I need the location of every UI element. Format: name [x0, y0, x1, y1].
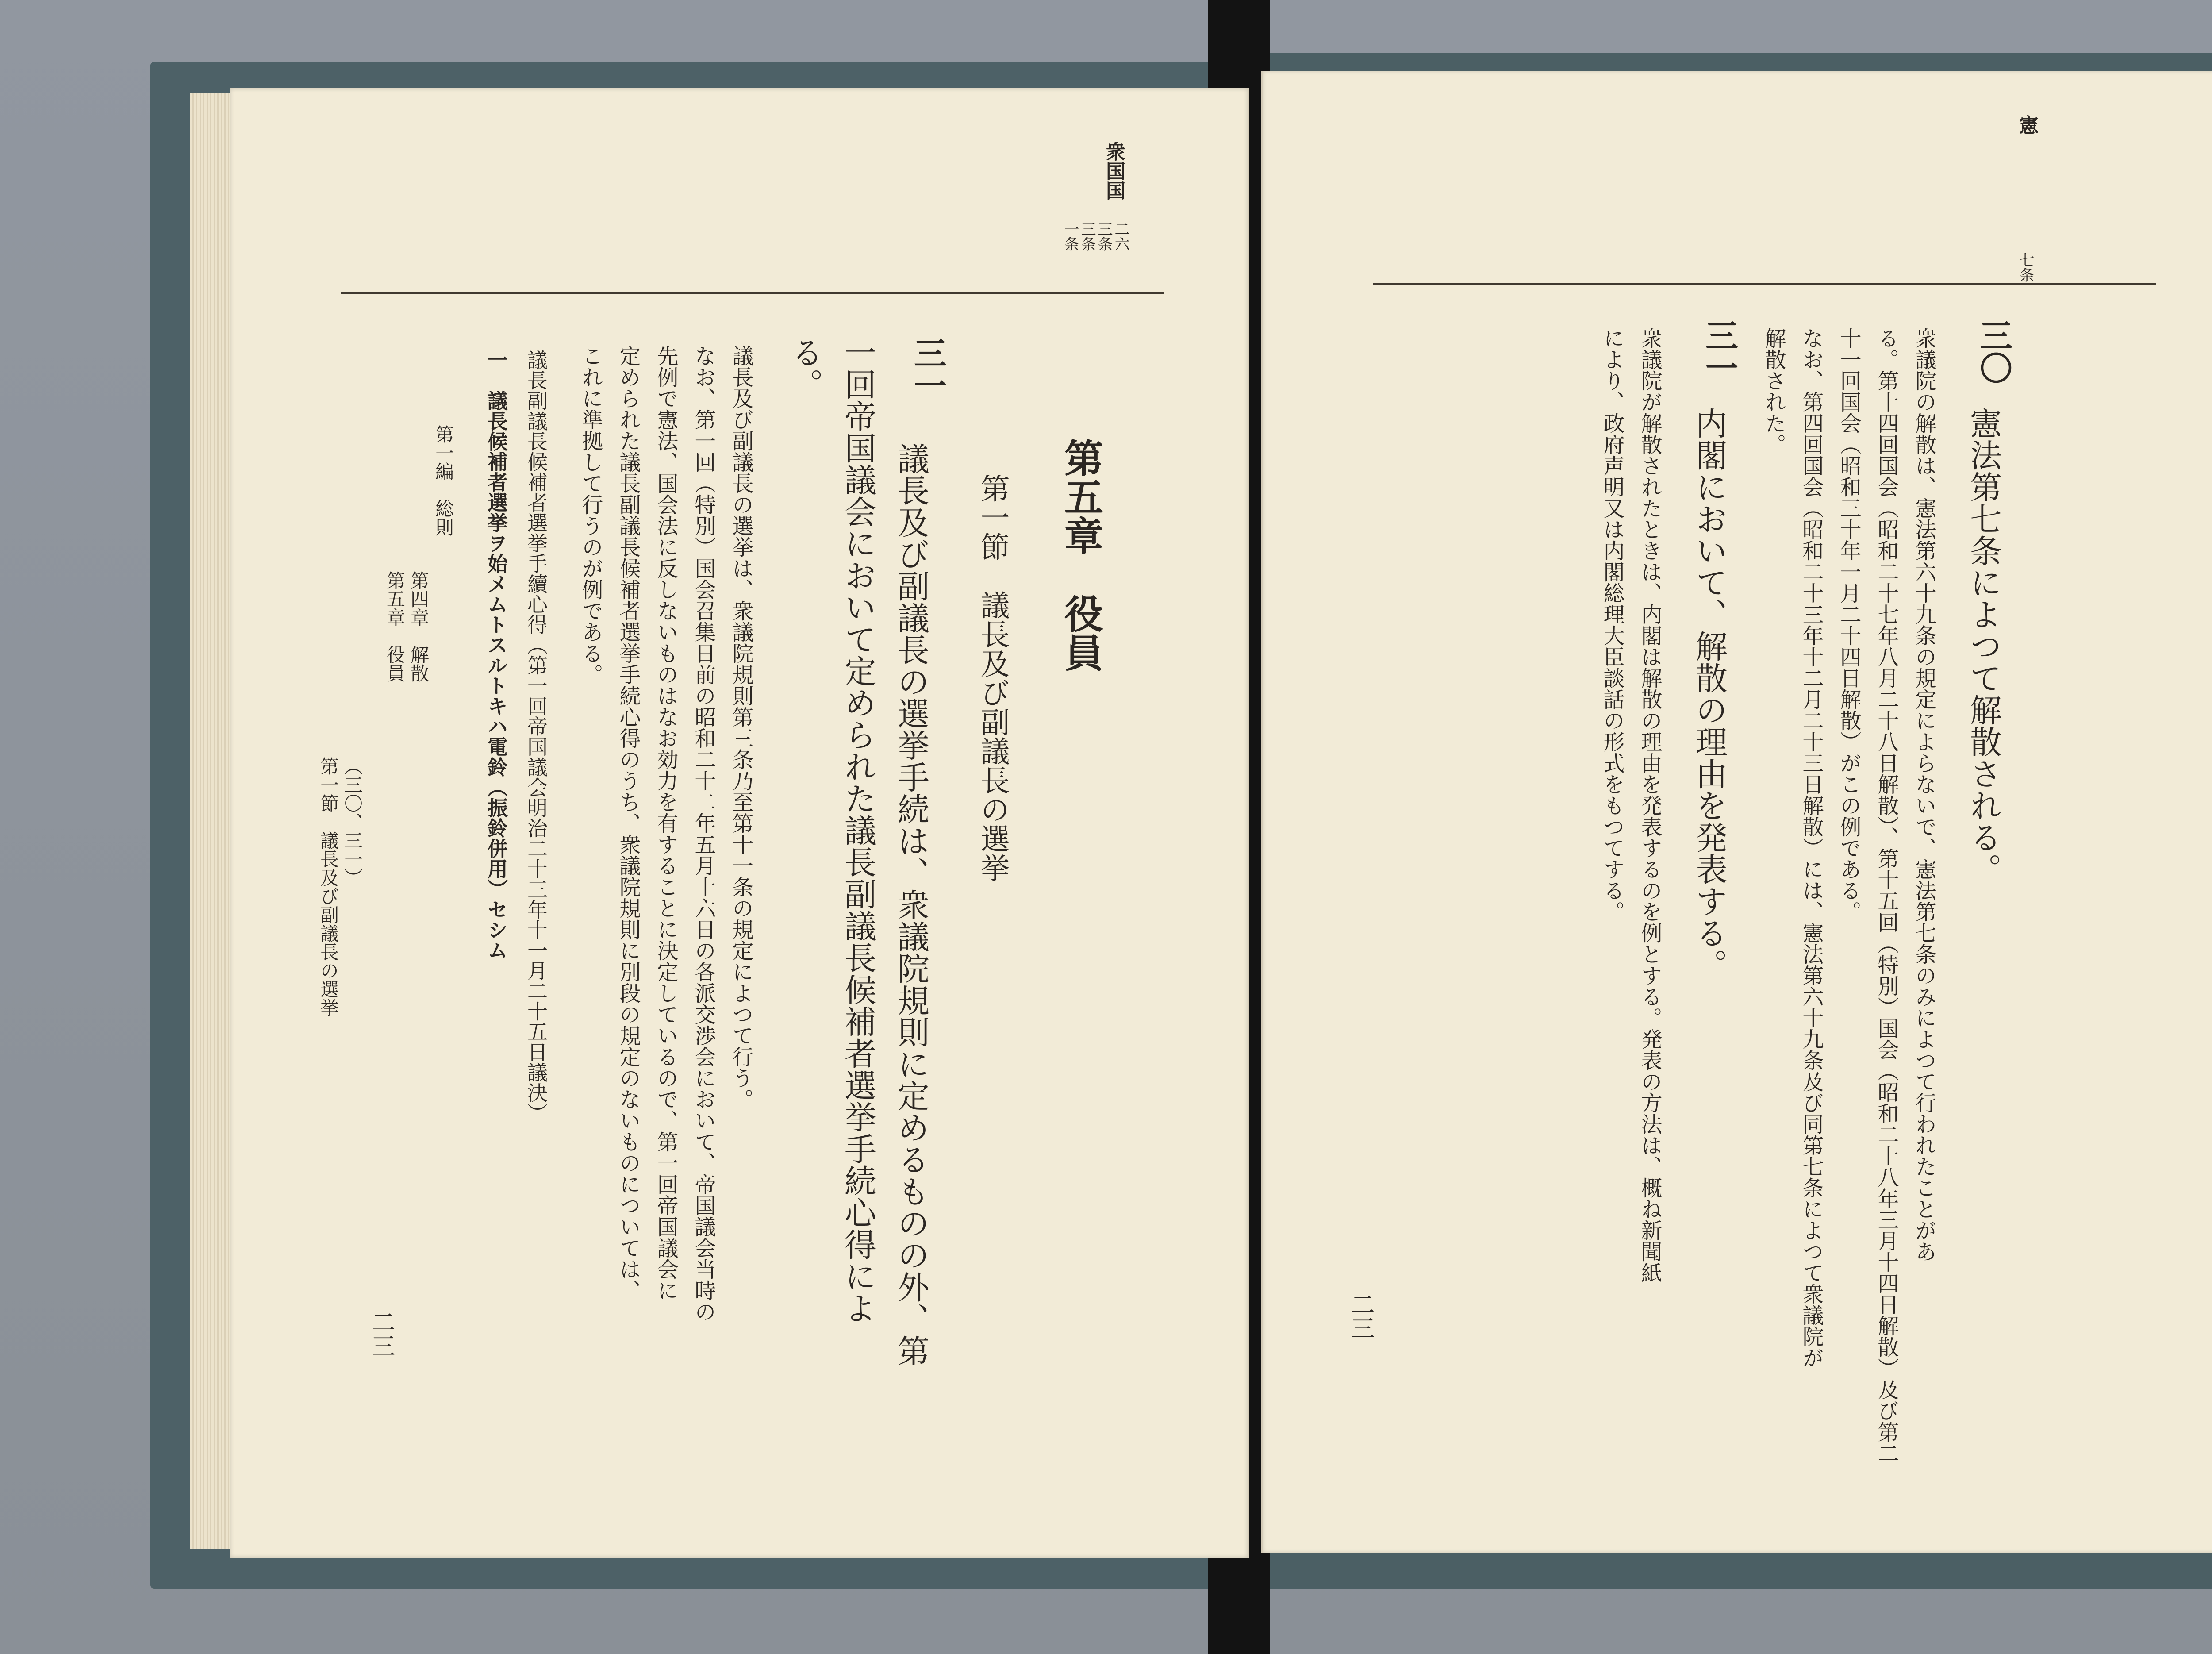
right-header-rule: [1373, 283, 2156, 285]
right-running-head: 憲: [2016, 115, 2038, 135]
left-article-31-number: 三一: [909, 336, 947, 402]
section-heading: 第一節 議長及び副議長の選挙: [975, 473, 1010, 882]
right-article-30-main: 憲法第七条によつて解散される。: [1965, 407, 2002, 885]
left-footer-left: （三〇、三一） 第一節 議長及び副議長の選挙: [318, 757, 363, 1017]
left-article-31-body-6: 議長副議長候補者選挙手續心得（第一回帝国議会明治二十三年十一月二十五日議決）: [524, 350, 548, 1123]
right-page-number: 二三: [1347, 1292, 1375, 1340]
left-footer-right: 第一編 総則: [433, 425, 454, 536]
right-article-30-body-4: なお、第四回国会（昭和二十三年十二月二十三日解散）には、憲法第六十九条及び同第七条によつて衆議院が: [1799, 327, 1824, 1368]
left-article-31-body-2: なお、第一回（特別）国会召集日前の昭和二十二年五月十六日の各派交渉会において、帝国議会当時の: [691, 345, 716, 1322]
left-article-31-main-line-2: 一回帝国議会において定められた議長副議長候補者選挙手続心得によ: [839, 336, 876, 1324]
right-article-30-body-1: 衆議院の解散は、憲法第六十九条の規定によらないで、憲法第七条のみによつて行われたことがあ: [1912, 327, 1936, 1262]
left-article-31-body-3: 先例で憲法、国会法に反しないものはなお効力を有することに決定しているので、第一回帝国議会に: [653, 345, 678, 1301]
right-article-31-body-2: により、政府声明又は内閣総理大臣談話の形式をもつてする。: [1600, 327, 1624, 922]
left-page-number: 二三: [368, 1310, 396, 1358]
right-article-31-main: 内閣において、解散の理由を発表する。: [1690, 407, 1728, 981]
left-footer-middle: 第四章 解散 第五章 役員: [384, 571, 430, 682]
left-running-head: 衆国国: [1102, 142, 1125, 200]
right-page: [1261, 71, 2212, 1553]
right-article-31-body-1: 衆議院が解散されたときは、内閣は解散の理由を発表するのを例とする。発表の方法は、概ね新聞紙: [1637, 327, 1662, 1283]
right-article-31-number: 三一: [1700, 319, 1738, 384]
left-article-31-body-5: これに準拠して行うのが例である。: [578, 345, 603, 685]
left-article-31-body-1: 議長及び副議長の選挙は、衆議院規則第三条乃至第十一条の規定によつて行う。: [729, 345, 753, 1110]
right-article-30-number: 三〇: [1974, 319, 2012, 384]
left-article-31-body-4: 定められた議長副議長候補者選挙手続心得のうち、衆議院規則に別段の規定のないものについては、: [616, 345, 641, 1301]
left-article-31-body-7: 一 議長候補者選挙ヲ始メムトスルトキハ電鈴（振鈴併用）セシム: [484, 350, 508, 960]
chapter-heading: 第五章 役員: [1058, 438, 1104, 672]
left-article-31-main-line-3: る。: [786, 336, 823, 400]
left-page: [230, 88, 1249, 1558]
left-article-marker: 二六 三条 三条 一条: [1061, 221, 1129, 251]
right-article-30-body-2: る。第十四回国会（昭和二十七年八月二十八日解散）、第十五回（特別）国会（昭和二十八年三月十四日解散）及び第二: [1874, 327, 1899, 1464]
right-article-30-body-3: 十一回国会（昭和三十年一月二十四日解散）がこの例である。: [1836, 327, 1861, 922]
left-article-31-main-line-1: 議長及び副議長の選挙手続は、衆議院規則に定めるものの外、第: [892, 442, 929, 1366]
right-article-marker: 七条: [2016, 252, 2034, 282]
right-article-30-body-5: 解散された。: [1761, 327, 1786, 455]
left-header-rule: [341, 292, 1164, 294]
